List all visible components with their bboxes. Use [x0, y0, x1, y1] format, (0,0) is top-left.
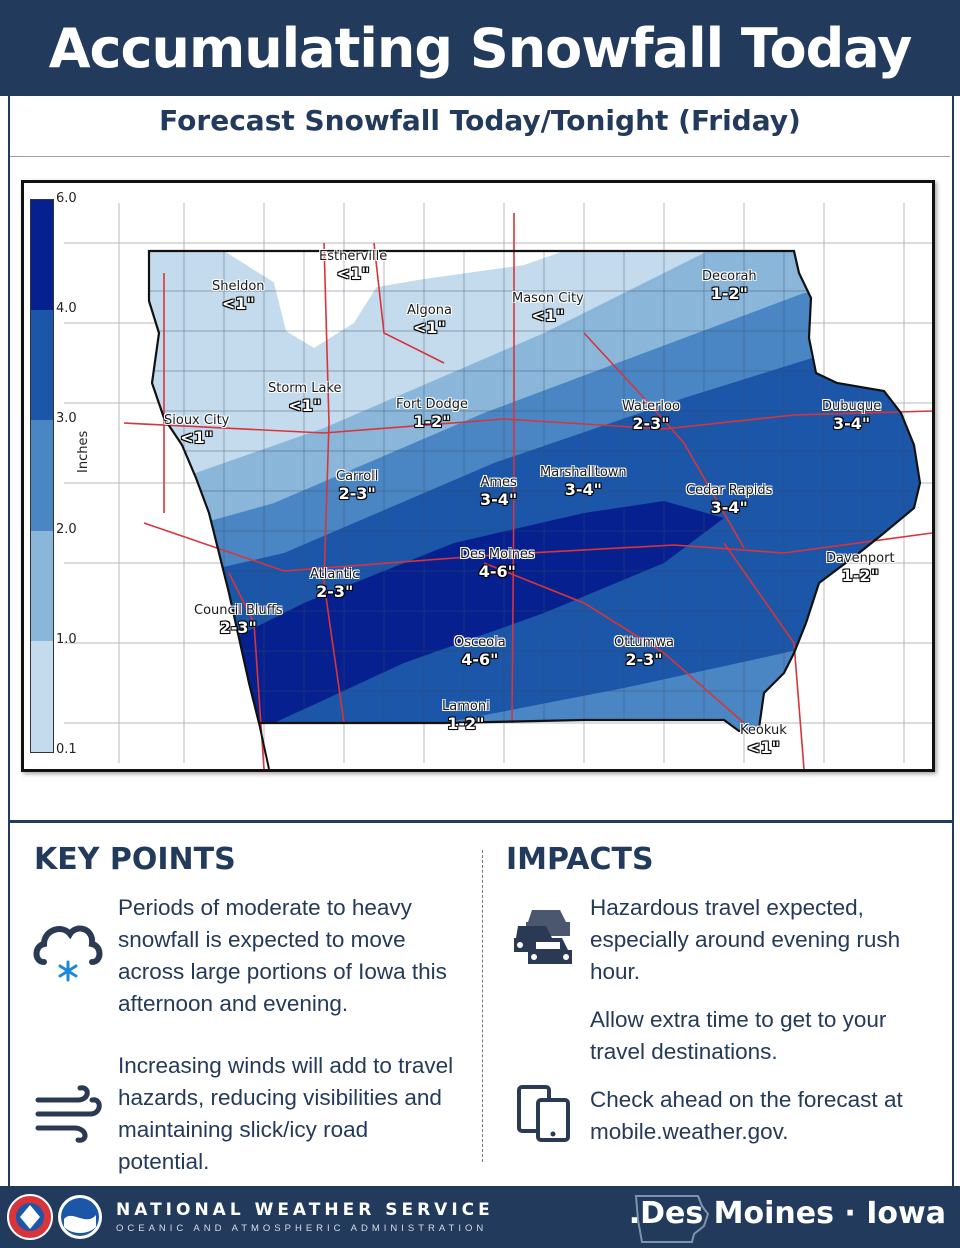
snow-cloud-icon: [32, 918, 104, 984]
impact-text: Check ahead on the forecast at mobile.weather.gov.: [590, 1087, 903, 1144]
wind-icon: [34, 1084, 104, 1144]
city-label: Estherville <1": [319, 249, 388, 283]
legend-tick: 6.0: [56, 191, 77, 206]
key-points-heading: KEY POINTS: [34, 842, 236, 877]
key-point-text: Periods of moderate to heavy snowfall is expected to move across large portions of Iowa this afternoon and evening.: [118, 895, 447, 1016]
legend-swatch-1-2: [31, 531, 53, 641]
city-label: Keokuk <1": [740, 723, 787, 757]
city-label: Mason City <1": [512, 291, 584, 325]
page-title: Accumulating Snowfall Today: [48, 16, 912, 80]
subtitle-divider: [10, 156, 950, 157]
city-label: Storm Lake <1": [268, 381, 342, 415]
legend-swatch-3-4: [31, 310, 53, 420]
city-label: Sheldon <1": [212, 279, 265, 313]
nws-logo-icon: [6, 1193, 54, 1241]
mobile-devices-icon: [516, 1084, 572, 1142]
header-banner: [0, 0, 960, 96]
noaa-logo-icon: [56, 1193, 104, 1241]
legend-tick: 4.0: [56, 301, 77, 316]
city-label: Decorah 1-2": [702, 269, 757, 303]
traffic-cars-icon: [514, 904, 574, 964]
column-divider: [482, 850, 483, 1162]
city-label: Davenport 1-2": [826, 551, 895, 585]
legend-tick: 0.1: [56, 742, 77, 757]
city-label: Marshalltown 3-4": [540, 465, 627, 499]
map-subtitle: Forecast Snowfall Today/Tonight (Friday): [159, 104, 801, 137]
legend-swatch-4-6: [31, 200, 53, 310]
city-label: Fort Dodge 1-2": [396, 397, 469, 431]
agency-subtitle: OCEANIC AND ATMOSPHERIC ADMINISTRATION: [116, 1223, 488, 1234]
legend-swatch-0-1: [31, 641, 53, 752]
city-label: Algona <1": [407, 303, 452, 337]
city-label: Ames 3-4": [480, 475, 518, 509]
impacts-heading: IMPACTS: [506, 842, 654, 877]
legend-tick: 3.0: [56, 411, 77, 426]
city-label: Atlantic 2-3": [310, 567, 360, 601]
legend-swatch-2-3: [31, 420, 53, 531]
footer-bar: [0, 1186, 960, 1248]
map-graphic: [24, 183, 932, 769]
city-label: Council Bluffs 2-3": [194, 603, 283, 637]
city-label: Cedar Rapids 3-4": [686, 483, 773, 517]
section-divider: [8, 820, 952, 823]
city-label: Sioux City <1": [164, 413, 230, 447]
impact-text: Hazardous travel expected, especially around evening rush hour.: [590, 895, 901, 984]
city-label: Ottumwa 2-3": [614, 635, 674, 669]
city-label: Osceola 4-6": [454, 635, 506, 669]
office-name: .Des Moines · Iowa: [628, 1196, 946, 1231]
city-label: Waterloo 2-3": [622, 399, 680, 433]
city-label: Lamoni 1-2": [442, 699, 490, 733]
key-point-text: Increasing winds will add to travel hazards, reducing visibilities and maintaining slick/icy road potential.: [118, 1053, 454, 1174]
city-label: Carroll 2-3": [336, 469, 379, 503]
agency-name: NATIONAL WEATHER SERVICE: [116, 1200, 494, 1220]
impact-text: Allow extra time to get to your travel destinations.: [590, 1007, 887, 1064]
legend-color-bar: [30, 199, 54, 753]
legend-title: Inches: [76, 430, 91, 473]
legend-tick: 2.0: [56, 522, 77, 537]
city-label: Des Moines 4-6": [460, 547, 535, 581]
snowfall-map: [21, 180, 935, 772]
city-label: Dubuque 3-4": [822, 399, 882, 433]
legend-tick: 1.0: [56, 632, 77, 647]
